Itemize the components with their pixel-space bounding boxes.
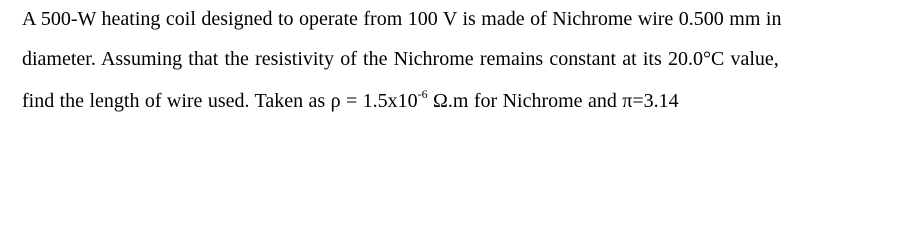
- problem-line-2: diameter. Assuming that the resistivity of the Nichrome remains constant at its 20.0°C value,: [22, 48, 779, 70]
- problem-line-3: [22, 89, 679, 113]
- problem-line-3-prefix: find the length of wire used. Taken as ρ = 1.5x10: [22, 90, 418, 112]
- problem-line-3-suffix: Ω.m for Nichrome and π=3.14: [427, 90, 679, 112]
- problem-line-1: A 500-W heating coil designed to operate from 100 V is made of Nichrome wire 0.500 mm in: [22, 8, 782, 30]
- resistivity-exponent: -6: [417, 87, 428, 101]
